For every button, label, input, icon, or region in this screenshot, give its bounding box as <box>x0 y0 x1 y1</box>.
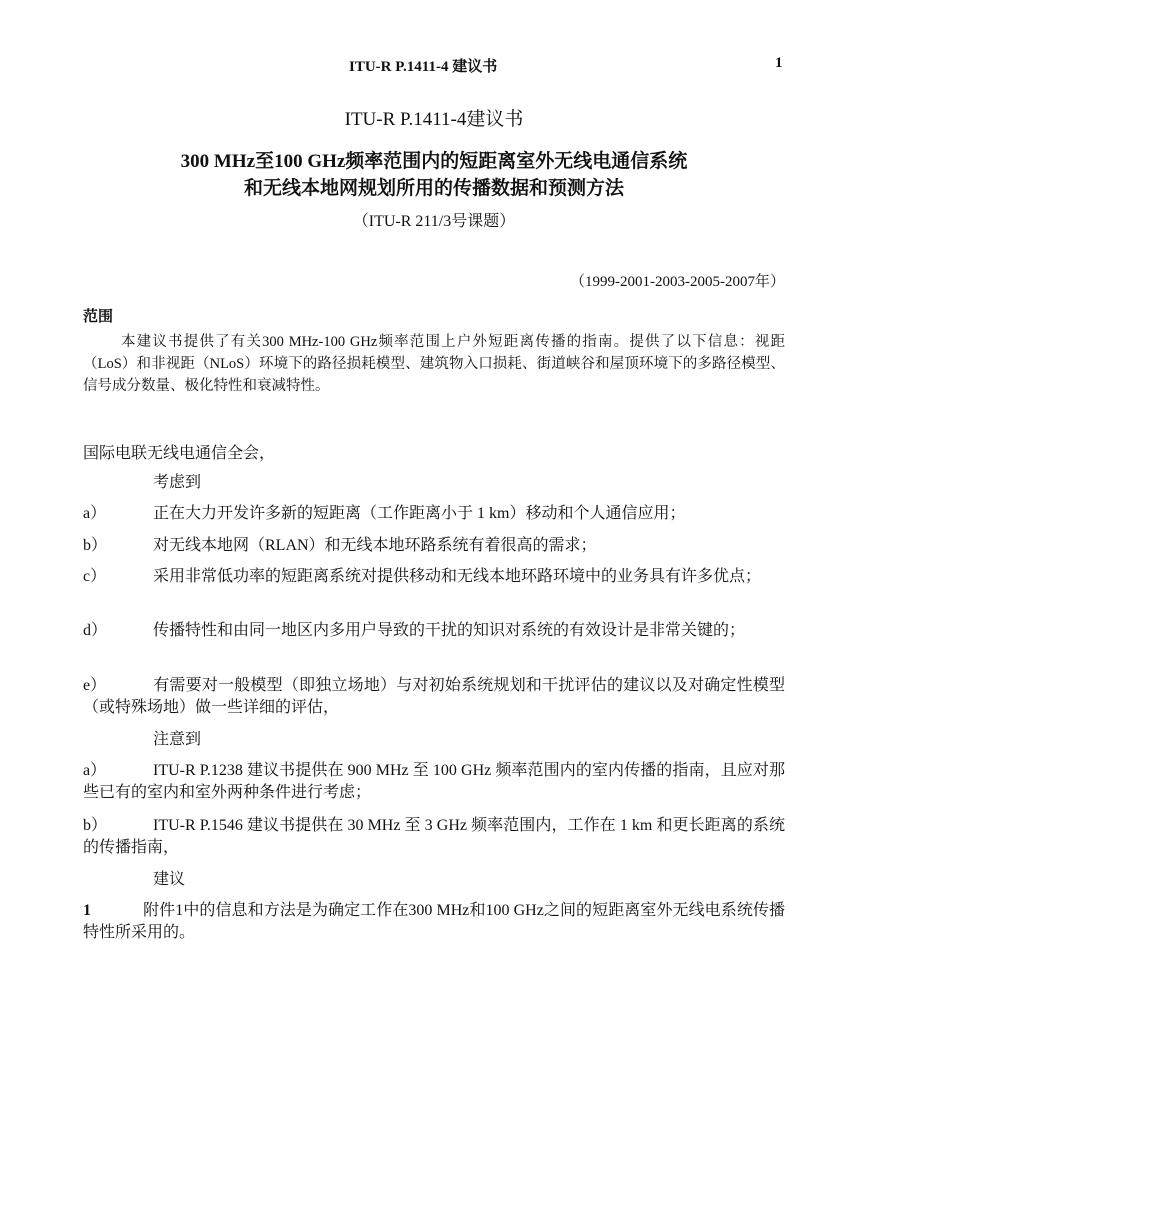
item-text: 有需要对一般模型（即独立场地）与对初始系统规划和干扰评估的建议以及对确定性模型（或特殊场地）做一些详细的评估， <box>83 677 785 716</box>
recommends-item <box>83 900 785 944</box>
item-label: d） <box>83 622 108 639</box>
document-title <box>83 148 785 202</box>
recommendation-id: ITU-R P.1411-4建议书 <box>344 109 524 130</box>
considering-item <box>83 503 785 525</box>
page-number: 1 <box>775 55 783 71</box>
considering-item <box>83 620 785 642</box>
item-text: 对无线本地网（RLAN）和无线本地环路系统有着很高的需求； <box>153 537 597 554</box>
assembly-line: 国际电联无线电通信全会， <box>83 445 276 462</box>
considering-item <box>83 566 785 588</box>
running-header: ITU-R P.1411-4 建议书 <box>349 59 498 75</box>
item-label: 1 <box>83 902 91 919</box>
approval-years: （1999-2001-2003-2005-2007年） <box>570 274 785 290</box>
item-text: 采用非常低功率的短距离系统对提供移动和无线本地环路环境中的业务具有许多优点； <box>153 568 762 585</box>
considering-item <box>83 535 785 557</box>
noting-heading: 注意到 <box>153 731 202 748</box>
item-label: b） <box>83 537 108 554</box>
considering-item <box>83 675 785 719</box>
item-text: 正在大力开发许多新的短距离（工作距离小于 1 km）移动和个人通信应用； <box>153 505 686 522</box>
scope-text: 本建议书提供了有关300 MHz-100 GHz频率范围上户外短距离传播的指南。提供了以下信息：视距（LoS）和非视距（NLoS）环境下的路径损耗模型、建筑物入口损耗、街道峡谷和屋顶环境下的多路径模型、信号成分数量、极化特性和衰减特性。 <box>83 334 785 394</box>
item-label: a） <box>83 505 107 522</box>
scope-heading: 范围 <box>83 309 114 325</box>
item-text: ITU-R P.1238 建议书提供在 900 MHz 至 100 GHz 频率范围内的室内传播的指南，且应对那些已有的室内和室外两种条件进行考虑； <box>83 762 785 801</box>
noting-item <box>83 760 785 804</box>
item-text: 传播特性和由同一地区内多用户导致的干扰的知识对系统的有效设计是非常关键的； <box>153 622 746 639</box>
title-line-1: 300 MHz至100 GHz频率范围内的短距离室外无线电通信系统 <box>180 151 688 172</box>
item-label: a） <box>83 762 107 779</box>
item-label: c） <box>83 568 107 585</box>
question-reference: （ITU-R 211/3号课题） <box>352 213 516 230</box>
item-text: 附件1中的信息和方法是为确定工作在300 MHz和100 GHz之间的短距离室外无线电系统传播特性所采用的。 <box>83 902 785 941</box>
noting-item <box>83 815 785 859</box>
considering-heading: 考虑到 <box>153 474 202 491</box>
item-text: ITU-R P.1546 建议书提供在 30 MHz 至 3 GHz 频率范围内，工作在 1 km 和更长距离的系统的传播指南， <box>83 817 785 856</box>
title-line-2: 和无线本地网规划所用的传播数据和预测方法 <box>243 178 624 199</box>
item-label: b） <box>83 817 108 834</box>
recommends-heading: 建议 <box>153 871 186 888</box>
item-label: e） <box>83 677 107 694</box>
